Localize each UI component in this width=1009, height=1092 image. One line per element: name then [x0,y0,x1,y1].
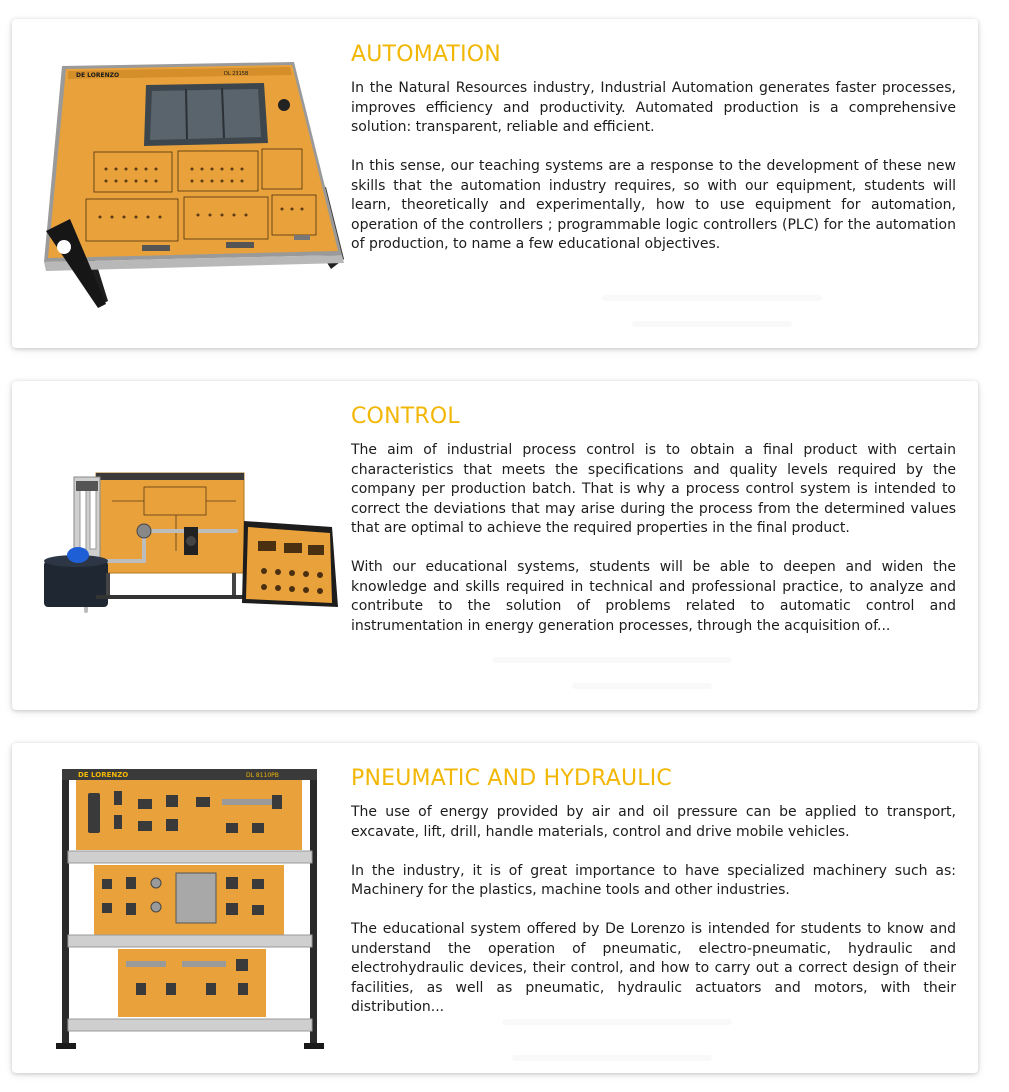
section-paragraph: The aim of industrial process control is to obtain a final product with certain characteristics that meets the specifications and quality levels required by the company per production batch. That is why a process control system is intended to correct the deviations that may arise during the process from the determined values that are optimal to achieve the required properties in the final product. [351,442,956,536]
section-paragraph: With our educational systems, students will be able to deepen and widen the knowledge and skills required in technical and professional practice, to analyze and contribute to the solution of problems related to automatic control and instrumentation in energy generation processes, through the acquisition of... [351,559,956,634]
card-control [12,381,978,710]
panel-brand-label: DE LORENZO [76,72,120,79]
plc-trainer-illustration [26,19,346,348]
section-paragraph: In the industry, it is of great importance to have specialized machinery such as: Machinery for the plastics, machine tools and other industries. [351,862,956,898]
pneumatic-text [351,765,956,1018]
process-control-illustration [26,381,346,710]
panel-model-label: DL 2315B [224,71,249,77]
section-paragraph: In the Natural Resources industry, Industrial Automation generates faster processes, improves efficiency and productivity. Automated production is a comprehensive solution: transparent, reliable and efficient. [351,80,956,135]
control-product-image[interactable] [26,381,346,710]
card-pneumatic-hydraulic [12,743,978,1073]
section-title: PNEUMATIC AND HYDRAULIC [351,766,672,791]
rack-model-label: DL 8110PB [246,772,279,779]
section-title: AUTOMATION [351,42,501,67]
section-paragraph: The use of energy provided by air and oil pressure can be applied to transport, excavate, lift, drill, handle materials, control and drive mobile vehicles. [351,804,956,840]
section-title: CONTROL [351,404,460,429]
rack-brand-label: DE LORENZO [78,771,129,779]
automation-text [351,41,956,255]
section-paragraph: In this sense, our teaching systems are a response to the development of these new skills that the automation industry requires, so with our equipment, students will learn, theoretically and experimentally, how to use equipment for automation, operation of the controllers ; programmable logic controllers (PLC) for the automation of production, to name a few educational objectives. [351,158,956,252]
automation-product-image[interactable] [26,19,346,348]
card-automation [12,19,978,348]
section-paragraph: The educational system offered by De Lorenzo is intended for students to know and understand the operation of pneumatic, electro-pneumatic, hydraulic and electrohydraulic devices, their control, and how to carry out a correct design of their facilities, as well as pneumatic, hydraulic actuators and motors, with their distribution... [351,921,956,1015]
pneumatic-product-image[interactable] [26,743,346,1073]
pneumatic-rack-illustration [26,743,346,1073]
control-text [351,403,956,636]
